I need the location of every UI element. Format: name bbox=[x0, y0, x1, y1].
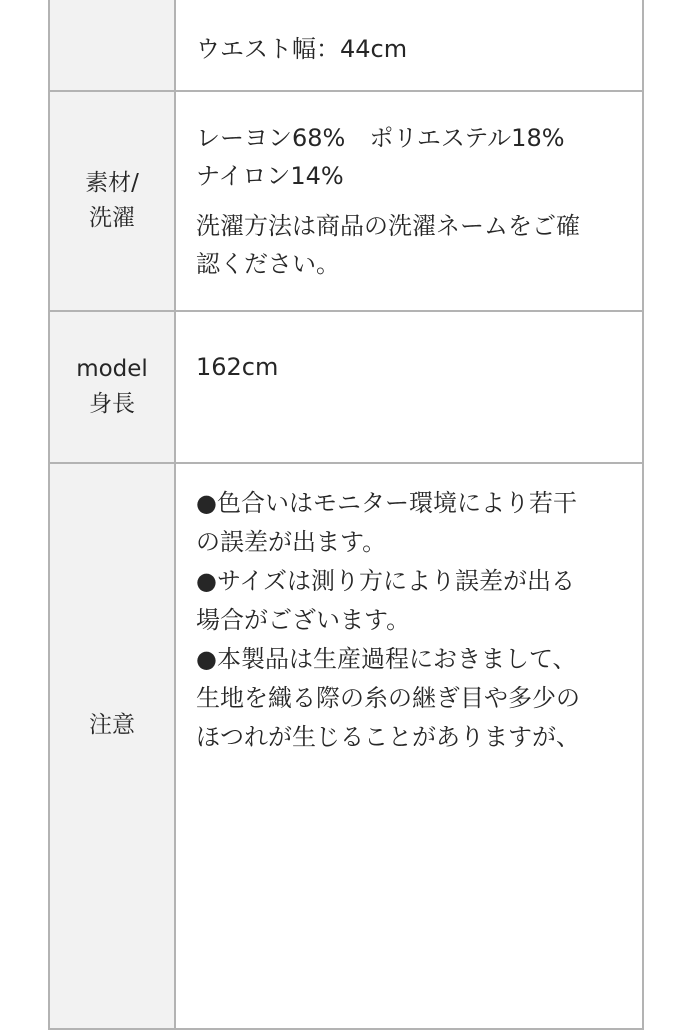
composition-line1: レーヨン68% ポリエステル18% bbox=[196, 124, 565, 152]
material-label-cell bbox=[49, 91, 175, 311]
notes-row bbox=[49, 463, 643, 1029]
composition-line2: ナイロン14% bbox=[196, 162, 344, 190]
model-height-text: 162cm bbox=[196, 353, 279, 381]
notes-line: ほつれが生じることがありますが、 bbox=[196, 723, 580, 751]
size-value-cell bbox=[175, 0, 643, 91]
notes-line: の誤差が出ます。 bbox=[196, 528, 387, 556]
model-row bbox=[49, 311, 643, 463]
notes-line: 場合がございます。 bbox=[196, 606, 411, 634]
model-value-cell bbox=[175, 311, 643, 463]
material-label-line1: 素材/ bbox=[85, 170, 139, 196]
material-value-cell bbox=[175, 91, 643, 311]
notes-label-cell bbox=[49, 463, 175, 1029]
notes-value-cell bbox=[175, 463, 643, 1029]
model-label-line2: 身長 bbox=[89, 391, 135, 417]
notes-line: ●色合いはモニター環境により若干 bbox=[196, 489, 577, 517]
model-label-line1: model bbox=[76, 356, 148, 382]
material-label-line2: 洗濯 bbox=[89, 205, 135, 231]
product-spec-table bbox=[48, 0, 644, 1030]
notes-line: 生地を織る際の糸の継ぎ目や多少の bbox=[196, 684, 580, 712]
model-label-cell bbox=[49, 311, 175, 463]
size-row bbox=[49, 0, 643, 91]
notes-label: 注意 bbox=[89, 712, 135, 738]
notes-line: ●サイズは測り方により誤差が出る bbox=[196, 567, 576, 595]
care-line1: 洗濯方法は商品の洗濯ネームをご確 bbox=[196, 212, 580, 240]
waist-width-text: ウエスト幅：44cm bbox=[196, 35, 408, 63]
material-row bbox=[49, 91, 643, 311]
notes-line: ●本製品は生産過程におきまして、 bbox=[196, 645, 577, 673]
care-line2: 認ください。 bbox=[196, 250, 340, 278]
size-label-cell bbox=[49, 0, 175, 91]
